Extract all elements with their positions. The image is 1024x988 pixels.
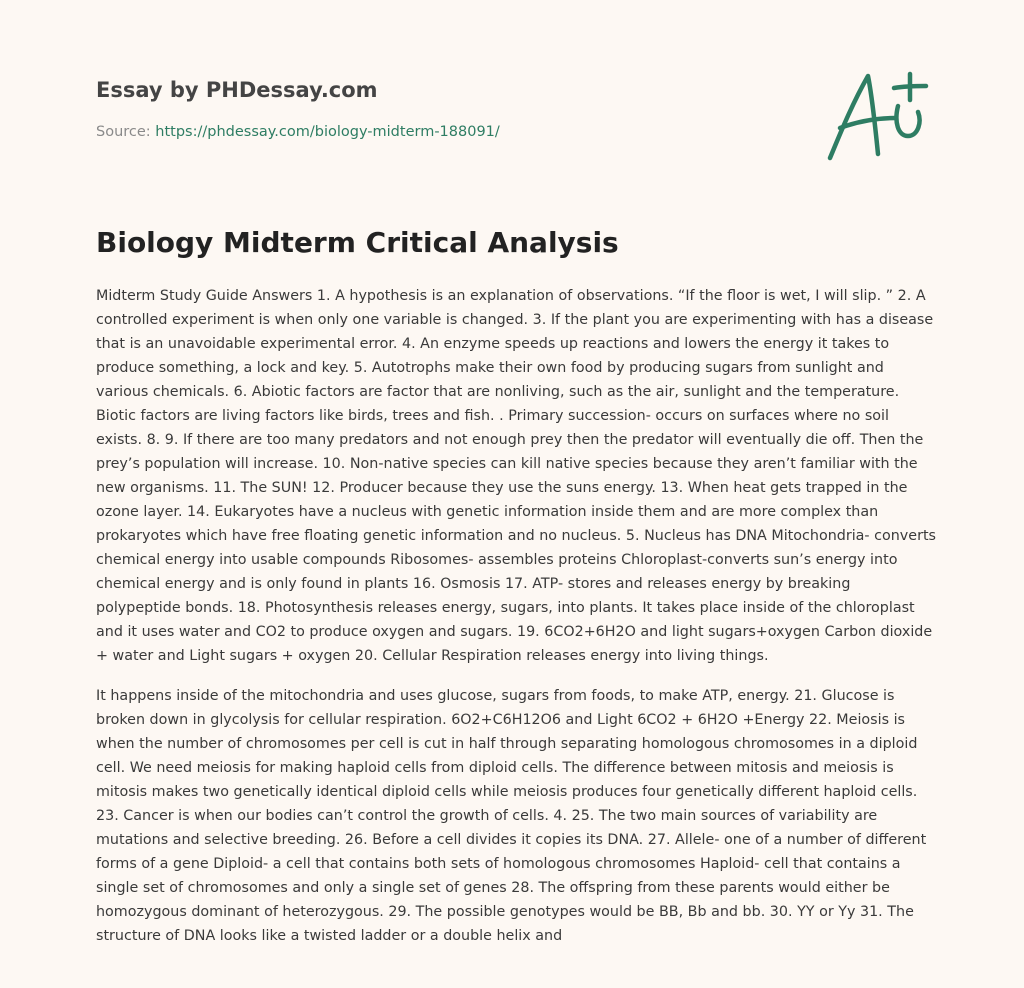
essay-body bbox=[96, 284, 936, 964]
source-line bbox=[96, 124, 500, 140]
source-link[interactable]: https://phdessay.com/biology-midterm-188091/ bbox=[155, 124, 500, 140]
essay-paragraph-2: It happens inside of the mitochondria and uses glucose, sugars from foods, to make ATP, energy. 21. Glucose is broken down in glycolysis for cellular respiration. 6O2+C6H12O6 and Light 6CO2 + 6H2O +Energy 22. Meiosis is when the number of chromosomes per cell is cut in half through separating homologous chromosomes in a diploid cell. We need meiosis for making haploid cells from diploid cells. The difference between mitosis and meiosis is mitosis makes two genetically identical diploid cells while meiosis produces four genetically different haploid cells. 23. Cancer is when our bodies can’t control the growth of cells. 4. 25. The two main sources of variability are mutations and selective breeding. 26. Before a cell divides it copies its DNA. 27. Allele- one of a number of different forms of a gene Diploid- a cell that contains both sets of homologous chromosomes Haploid- cell that contains a single set of chromosomes and only a single set of genes 28. The offspring from these parents would either be homozygous dominant of heterozygous. 29. The possible genotypes would be BB, Bb and bb. 30. YY or Yy 31. The structure of DNA looks like a twisted ladder or a double helix and bbox=[96, 688, 927, 944]
essay-title: Biology Midterm Critical Analysis bbox=[96, 226, 619, 259]
a-plus-grade-icon bbox=[818, 66, 930, 166]
source-label: Source: bbox=[96, 124, 156, 140]
brand-title: Essay by PHDessay.com bbox=[96, 78, 378, 102]
essay-paragraph-1: Midterm Study Guide Answers 1. A hypothesis is an explanation of observations. “If the floor is wet, I will slip. ” 2. A controlled experiment is when only one variable is changed. 3. If the plant you are experimenting with has a disease that is an unavoidable experimental error. 4. An enzyme speeds up reactions and lowers the energy it takes to produce something, a lock and key. 5. Autotrophs make their own food by producing sugars from sunlight and various chemicals. 6. Abiotic factors are factor that are nonliving, such as the air, sunlight and the temperature. Biotic factors are living factors like birds, trees and fish. . Primary succession- occurs on surfaces where no soil exists. 8. 9. If there are too many predators and not enough prey then the predator will eventually die off. Then the prey’s population will increase. 10. Non-native species can kill native species because they aren’t familiar with the new organisms. 11. The SUN! 12. Producer because they use the suns energy. 13. When heat gets trapped in the ozone layer. 14. Eukaryotes have a nucleus with genetic information inside them and are more complex than prokaryotes which have free floating genetic information and no nucleus. 5. Nucleus has DNA Mitochondria- converts chemical energy into usable compounds Ribosomes- assembles proteins Chloroplast-converts sun’s energy into chemical energy and is only found in plants 16. Osmosis 17. ATP- stores and releases energy by breaking polypeptide bonds. 18. Photosynthesis releases energy, sugars, into plants. It takes place inside of the chloroplast and it uses water and CO2 to produce oxygen and sugars. 19. 6CO2+6H2O and light sugars+oxygen Carbon dioxide + water and Light sugars + oxygen 20. Cellular Respiration releases energy into living things. bbox=[96, 288, 936, 664]
